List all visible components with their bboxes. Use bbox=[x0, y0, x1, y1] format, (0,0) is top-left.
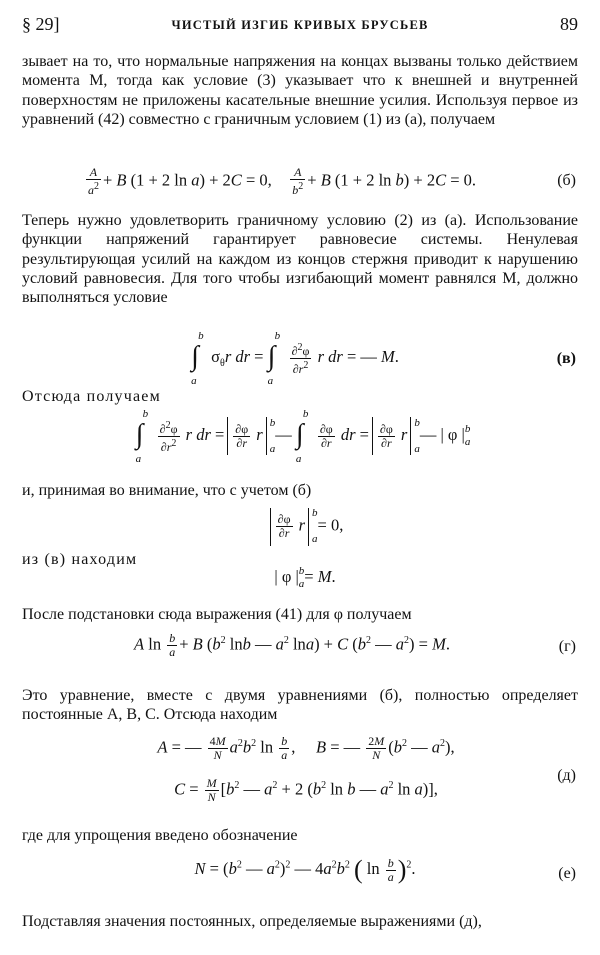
equation-label-d: (д) bbox=[557, 767, 576, 784]
equation-d-line-2: C = $\frac{M}{N}$ [$b^2$ — $a^2 + 2$ ($b^2$ ln b — $a^2$ ln a)], bbox=[174, 776, 438, 804]
equation-label-g: (г) bbox=[558, 638, 576, 655]
paragraph-7: Это уравнение, вместе с двумя уравнениями (б), полностью определяет постоянные A, B, C. Отсюда находим bbox=[22, 687, 578, 724]
equation-b: $\frac{A}{a^2}$ + B (1 + 2 ln a) + 2C = 0, $\frac{A}{b^2}$ + B (1 + 2 ln b) + 2C = 0. (б) bbox=[87, 165, 576, 197]
equation-v: ∫ b a $\sigma_\theta r$ dr = ∫ b a $\frac{\partial^2\varphi}{\partial r^2}$ r dr = — M. (в) bbox=[191, 330, 576, 387]
paragraph-9: Подставляя значения постоянных, определяемые выражениями (д), bbox=[22, 913, 482, 930]
equation-integration-by-parts: ∫ b a $\frac{\partial^2\varphi}{\partial r^2}$ r dr = $\frac{\partial\varphi}{\partial r}$ rb a— ∫ b a $\frac{\partial\varphi}{\partial r}$ dr = $\frac{\partial\varphi}{\partial r}$ rb a— | φ |b a bbox=[135, 408, 471, 465]
paragraph-1: зывает на то, что нормальные напряжения на концах вызваны только действием момента M, тогда как условие (3) указывает что к внешней и внутренней поверхностям не приложены касательные внешние усилия. Используя первое из уравнений (42) совместно с граничным условием (1) из (а), получаем bbox=[22, 53, 578, 128]
page-number: 89 bbox=[560, 14, 578, 34]
paragraph-8: где для упрощения введено обозначение bbox=[22, 827, 298, 844]
equation-phi-equals-m: | φ |b a= M. bbox=[274, 565, 336, 590]
equation-boundary-zero: $\frac{\partial\varphi}{\partial r}$ rb a= 0, bbox=[0, 507, 600, 546]
running-title: ЧИСТЫЙ ИЗГИБ КРИВЫХ БРУСЬЕВ bbox=[171, 18, 429, 32]
equation-g: A ln $\frac{b}{a}$ + B ($b^2$ lnb — $a^2$ lna) + C ($b^2$ — $a^2) = M$. (г) bbox=[134, 631, 576, 659]
paragraph-2: Теперь нужно удовлетворить граничному условию (2) из (а). Использование функции напряжений гарантирует равновесие системы. Ненулевая результирующая усилий на каждом из концов стержня приводит к нарушению условий равновесия. Для того чтобы изгибающий момент равнялся M, должно выполняться условие bbox=[22, 212, 578, 307]
paragraph-5: из (в) находим bbox=[22, 551, 138, 568]
paragraph-4: и, принимая во внимание, что с учетом (б) bbox=[22, 482, 312, 499]
section-number: § 29] bbox=[22, 14, 60, 34]
equation-label-v: (в) bbox=[556, 350, 576, 367]
equation-label-e: (е) bbox=[558, 865, 576, 882]
page-header bbox=[22, 14, 578, 44]
equation-label-b: (б) bbox=[557, 172, 576, 189]
paragraph-3: Отсюда получаем bbox=[22, 388, 161, 405]
equation-e: $N = (b^2$ — $a^2)^2$ — $4a^2b^2$ ( ln $\frac{b}{a}$ )$^2$. (е) bbox=[194, 855, 576, 884]
paragraph-6: После подстановки сюда выражения (41) для φ получаем bbox=[22, 606, 412, 623]
equation-d-line-1: A = — $\frac{4M}{N}$ $a^2b^2$ ln $\frac{b}{a}$ , B = — $\frac{2M}{N}$ ($b^2$ — $a^2$), bbox=[157, 734, 455, 762]
